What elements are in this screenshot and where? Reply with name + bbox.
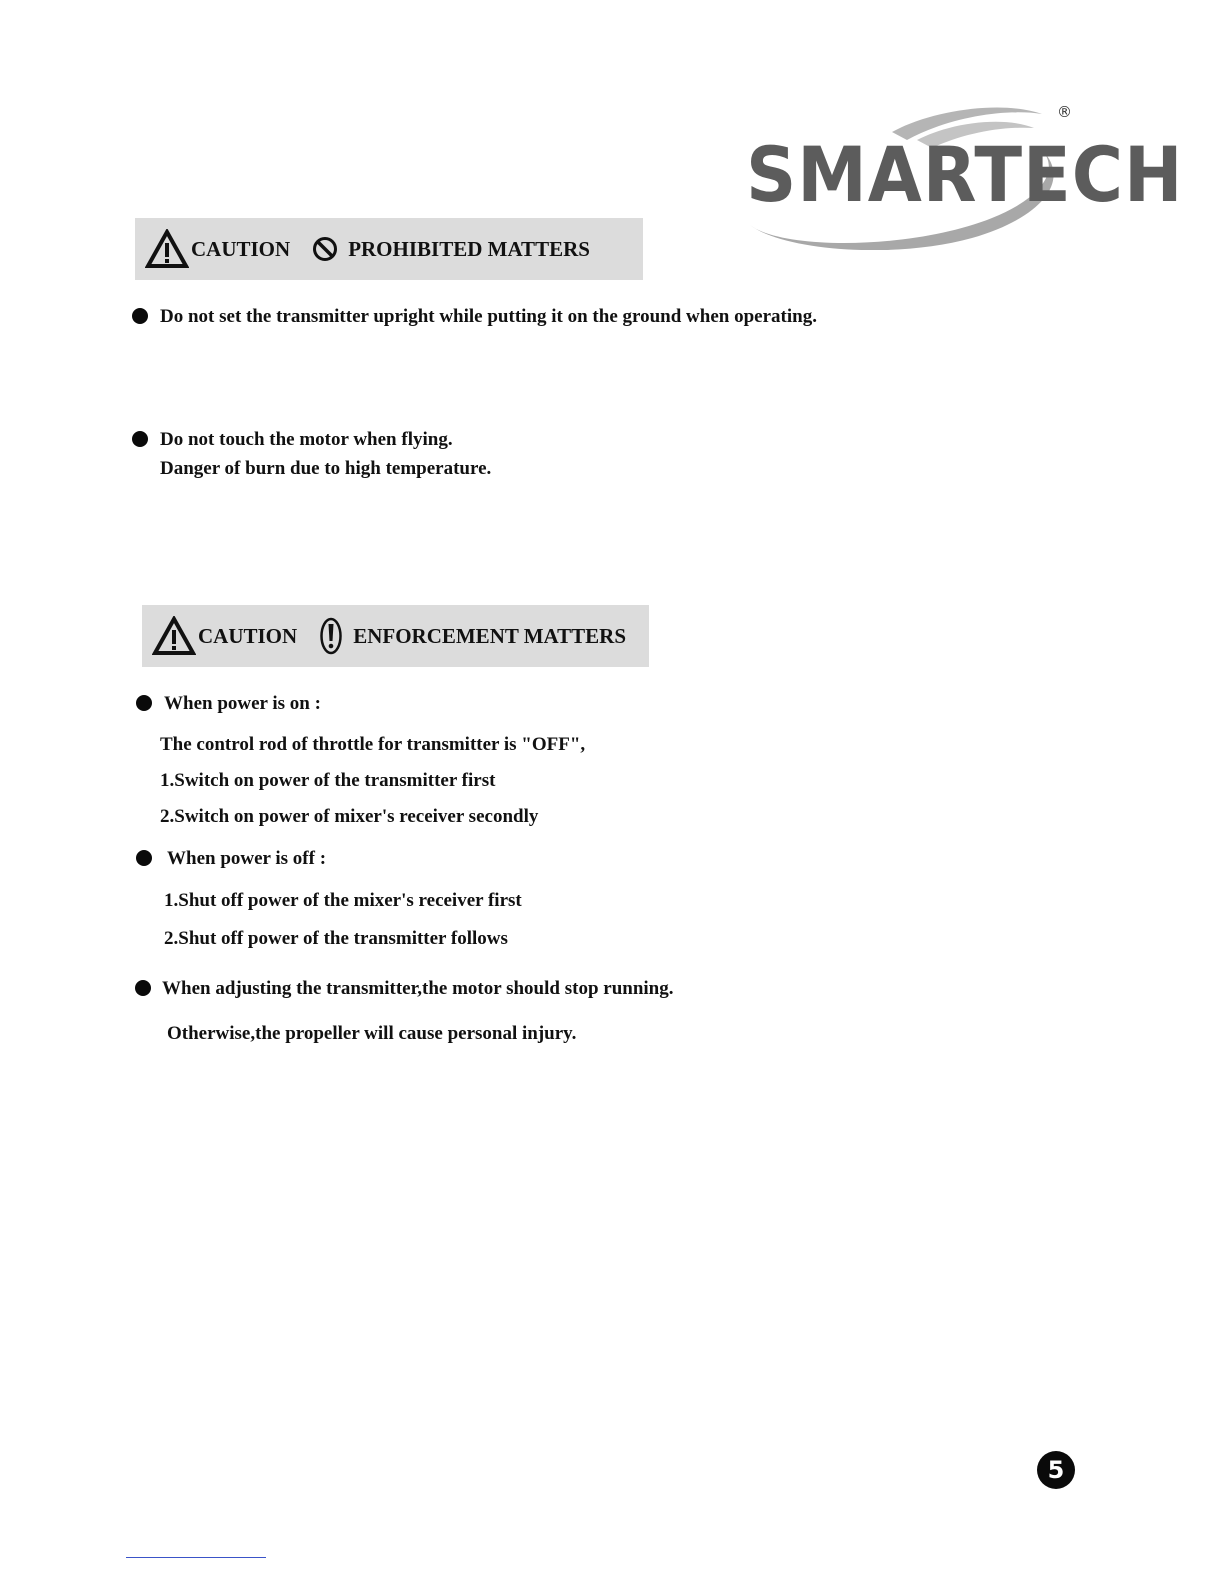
warning-triangle-icon <box>152 616 196 656</box>
list-item-heading: When power is off : <box>167 848 327 869</box>
list-item <box>135 980 151 996</box>
list-item-text: Otherwise,the propeller will cause personal injury. <box>167 1023 577 1044</box>
list-item <box>132 308 148 324</box>
section-title: ENFORCEMENT MATTERS <box>353 623 627 648</box>
list-item-text: 1.Switch on power of the transmitter first <box>160 770 496 791</box>
list-item-text: 2.Shut off power of the transmitter follows <box>164 928 508 949</box>
logo-text: SMARTECH <box>746 130 1184 219</box>
list-item <box>132 431 148 447</box>
page-number: 5 <box>1037 1451 1075 1489</box>
mandatory-exclamation-icon <box>319 616 343 656</box>
list-item <box>136 695 152 711</box>
bullet-icon <box>135 980 151 996</box>
prohibited-matters-banner <box>135 218 643 280</box>
bullet-icon <box>136 695 152 711</box>
warning-triangle-icon <box>145 229 189 269</box>
bullet-icon <box>132 431 148 447</box>
smartech-logo <box>742 100 1184 250</box>
section-title: PROHIBITED MATTERS <box>348 236 590 261</box>
registered-mark: ® <box>1057 103 1072 121</box>
list-item-text: Do not touch the motor when flying. <box>160 429 453 450</box>
list-item-text: Do not set the transmitter upright while putting it on the ground when operating. <box>160 306 817 327</box>
list-item-text: The control rod of throttle for transmitter is "OFF", <box>160 734 586 755</box>
list-item-heading: When adjusting the transmitter,the motor should stop running. <box>162 978 674 999</box>
footer-line <box>126 1557 266 1558</box>
enforcement-matters-banner <box>142 605 649 667</box>
prohibited-icon <box>312 236 338 262</box>
caution-label: CAUTION <box>191 236 291 261</box>
bullet-icon <box>132 308 148 324</box>
list-item-text: 2.Switch on power of mixer's receiver secondly <box>160 806 539 827</box>
list-item <box>136 850 152 866</box>
list-item-text: 1.Shut off power of the mixer's receiver first <box>164 890 522 911</box>
bullet-icon <box>136 850 152 866</box>
caution-label: CAUTION <box>198 623 298 648</box>
list-item-text: Danger of burn due to high temperature. <box>160 458 492 479</box>
list-item-heading: When power is on : <box>164 693 321 714</box>
